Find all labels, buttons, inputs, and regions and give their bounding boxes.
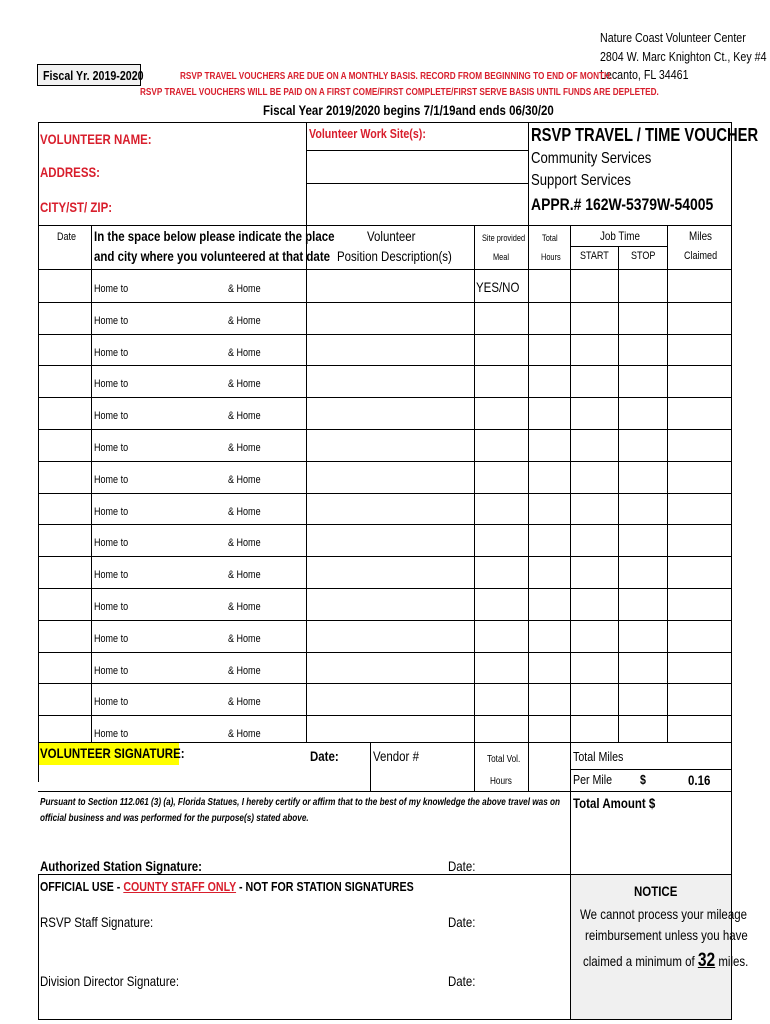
home-to-label: Home to bbox=[94, 473, 129, 486]
col-miles-header-1: Miles bbox=[689, 229, 712, 243]
total-vol-label: Total Vol. bbox=[487, 754, 521, 765]
row-divider bbox=[38, 334, 732, 335]
col-site-header-1: Site provided bbox=[482, 233, 526, 243]
fiscal-year-note: Fiscal Year 2019/2020 begins 7/1/19and ends 06/30/20 bbox=[263, 102, 554, 118]
col-start-header: START bbox=[580, 250, 609, 262]
notice-line-a: We cannot process your mileage bbox=[580, 906, 747, 922]
rate-value: 0.16 bbox=[688, 772, 711, 788]
col-stop-header: STOP bbox=[631, 250, 656, 262]
col-position-header-2: Position Description(s) bbox=[337, 248, 452, 264]
and-home-label: & Home bbox=[228, 728, 261, 741]
home-to-label: Home to bbox=[94, 728, 129, 741]
notice-min-suffix: miles. bbox=[715, 953, 749, 969]
home-to-label: Home to bbox=[94, 632, 129, 645]
col-place-header-2: and city where you volunteered at that date bbox=[94, 248, 331, 264]
and-home-label: & Home bbox=[228, 537, 261, 550]
row-divider bbox=[38, 556, 732, 557]
notice-title: NOTICE bbox=[634, 883, 678, 899]
per-mile-label: Per Mile bbox=[573, 772, 613, 787]
col-site-header-2: Meal bbox=[493, 252, 510, 262]
notice-line-c bbox=[583, 950, 748, 972]
and-home-label: & Home bbox=[228, 442, 261, 454]
rsvp-staff-date-label: Date: bbox=[448, 914, 476, 930]
row-divider bbox=[38, 429, 732, 430]
row-divider bbox=[38, 365, 732, 366]
total-miles-label: Total Miles bbox=[573, 749, 624, 764]
and-home-label: & Home bbox=[228, 601, 261, 613]
division-director-date-label: Date: bbox=[448, 973, 476, 989]
work-sites-label: Volunteer Work Site(s): bbox=[309, 126, 426, 141]
division-director-signature-label: Division Director Signature: bbox=[40, 973, 180, 989]
service-support: Support Services bbox=[531, 172, 631, 189]
and-home-label: & Home bbox=[228, 314, 261, 327]
home-to-label: Home to bbox=[94, 410, 129, 423]
official-use-prefix: OFFICIAL USE - bbox=[40, 879, 124, 894]
and-home-label: & Home bbox=[228, 664, 261, 677]
and-home-label: & Home bbox=[228, 632, 261, 645]
notice-line-b: reimbursement unless you have bbox=[585, 927, 748, 943]
notice-line-2: RSVP TRAVEL VOUCHERS WILL BE PAID ON A FIRST COME/FIRST COMPLETE/FIRST SERVE BASIS UNTIL FUNDS ARE DEPLETED. bbox=[140, 87, 659, 98]
volunteer-signature-label: VOLUNTEER SIGNATURE: bbox=[40, 745, 185, 761]
certification-text: Pursuant to Section 112.061 (3) (a), Florida Statues, I hereby certify or affirm that to the best of my knowledge the above travel was on official business and was performed for the purpose(s) stated above. bbox=[40, 797, 561, 824]
fiscal-year-label: Fiscal Yr. 2019-2020 bbox=[43, 68, 144, 83]
notice-min-prefix: claimed a minimum of bbox=[583, 953, 698, 969]
and-home-label: & Home bbox=[228, 283, 261, 295]
row-divider bbox=[38, 715, 732, 716]
home-to-label: Home to bbox=[94, 283, 129, 295]
city-label: CITY/ST/ ZIP: bbox=[40, 199, 113, 215]
and-home-label: & Home bbox=[228, 378, 261, 391]
yes-no-label: YES/NO bbox=[476, 279, 520, 295]
row-divider bbox=[38, 524, 732, 525]
home-to-label: Home to bbox=[94, 378, 129, 391]
home-to-label: Home to bbox=[94, 537, 129, 550]
col-total-header-1: Total bbox=[542, 233, 558, 243]
col-date-header: Date bbox=[57, 231, 77, 243]
fiscal-year-box bbox=[37, 64, 144, 86]
official-use-suffix: - NOT FOR STATION SIGNATURES bbox=[236, 879, 414, 894]
col-jobtime-header: Job Time bbox=[600, 229, 640, 243]
home-to-label: Home to bbox=[94, 505, 129, 518]
col-total-header-2: Hours bbox=[541, 252, 561, 262]
and-home-label: & Home bbox=[228, 696, 261, 709]
and-home-label: & Home bbox=[228, 410, 261, 423]
home-to-label: Home to bbox=[94, 314, 129, 327]
row-divider bbox=[38, 620, 732, 621]
org-city: Lecanto, FL 34461 bbox=[600, 67, 689, 82]
home-to-label: Home to bbox=[94, 696, 129, 709]
org-name: Nature Coast Volunteer Center bbox=[600, 30, 746, 45]
home-to-label: Home to bbox=[94, 346, 129, 359]
col-miles-header-2: Claimed bbox=[684, 250, 718, 262]
authorized-date-label: Date: bbox=[448, 858, 476, 874]
signature-date-label: Date: bbox=[310, 748, 339, 764]
row-divider bbox=[38, 397, 732, 398]
row-divider bbox=[38, 683, 732, 684]
appr-number: APPR.# 162W-5379W-54005 bbox=[531, 195, 714, 214]
and-home-label: & Home bbox=[228, 569, 261, 582]
row-divider bbox=[38, 461, 732, 462]
home-to-label: Home to bbox=[94, 601, 129, 613]
row-divider bbox=[38, 588, 732, 589]
row-divider bbox=[38, 493, 732, 494]
and-home-label: & Home bbox=[228, 346, 261, 359]
home-to-label: Home to bbox=[94, 442, 129, 454]
official-use-label bbox=[40, 879, 414, 894]
notice-line-1: RSVP TRAVEL VOUCHERS ARE DUE ON A MONTHLY BASIS. RECORD FROM BEGINNING TO END OF MONTH. bbox=[180, 71, 613, 82]
dollar-sign: $ bbox=[640, 772, 646, 787]
and-home-label: & Home bbox=[228, 505, 261, 518]
voucher-title: RSVP TRAVEL / TIME VOUCHER bbox=[531, 125, 759, 145]
notice-min-miles: 32 bbox=[697, 950, 716, 971]
home-to-label: Home to bbox=[94, 569, 129, 582]
official-county-text: COUNTY STAFF ONLY bbox=[123, 879, 237, 894]
rsvp-staff-signature-label: RSVP Staff Signature: bbox=[40, 914, 154, 930]
col-position-header-1: Volunteer bbox=[367, 228, 416, 244]
vendor-label: Vendor # bbox=[373, 748, 419, 764]
row-divider bbox=[38, 302, 732, 303]
service-community: Community Services bbox=[531, 150, 652, 167]
address-label: ADDRESS: bbox=[40, 164, 100, 180]
col-place-header-1: In the space below please indicate the place bbox=[94, 228, 335, 244]
and-home-label: & Home bbox=[228, 473, 261, 486]
volunteer-name-label: VOLUNTEER NAME: bbox=[40, 131, 152, 147]
row-divider bbox=[38, 652, 732, 653]
authorized-signature-label: Authorized Station Signature: bbox=[40, 858, 203, 874]
total-hours-label: Hours bbox=[490, 776, 512, 787]
home-to-label: Home to bbox=[94, 664, 129, 677]
total-amount-label: Total Amount $ bbox=[573, 795, 656, 811]
org-address: 2804 W. Marc Knighton Ct., Key #4 bbox=[600, 49, 767, 64]
